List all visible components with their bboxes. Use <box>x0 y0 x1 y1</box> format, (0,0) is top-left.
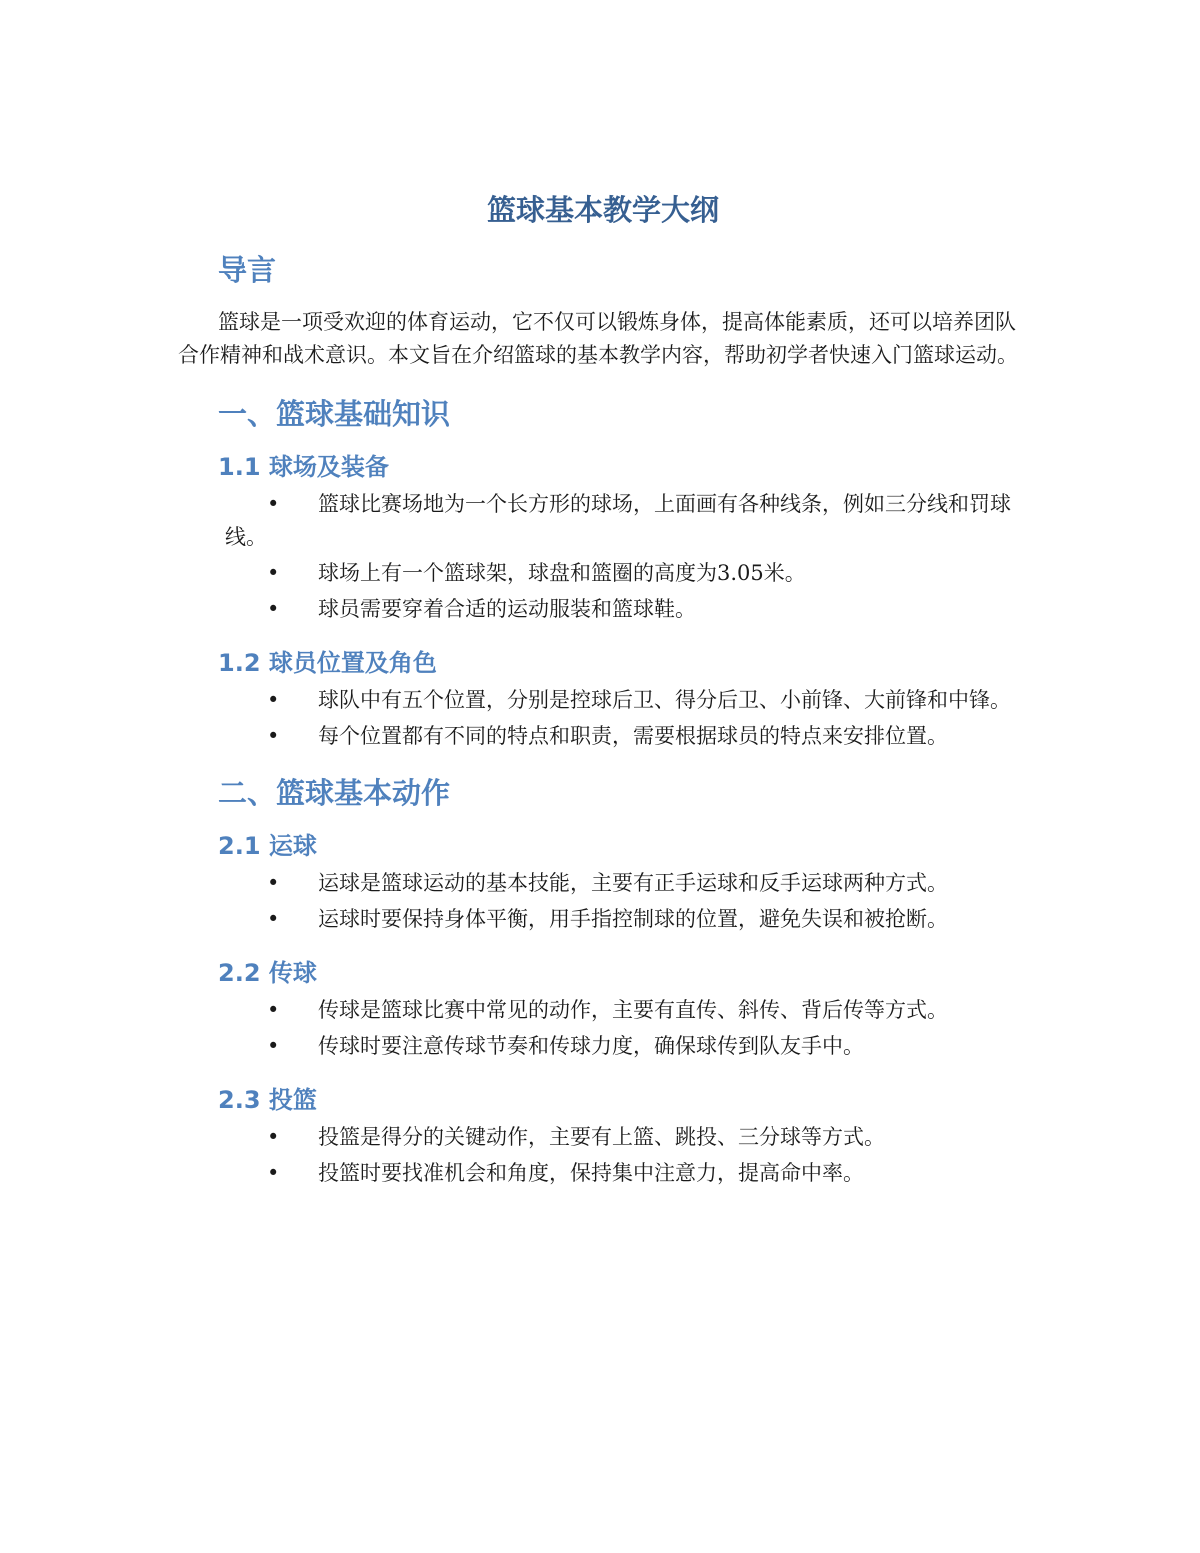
section-basic-moves <box>178 773 1028 1190</box>
bullet-icon: • <box>267 871 280 895</box>
list-item: • 球队中有五个位置，分别是控球后卫、得分后卫、小前锋、大前锋和中锋。 <box>225 684 1028 717</box>
bullet-list <box>178 488 1028 626</box>
bullet-icon: • <box>267 1125 280 1149</box>
bullet-icon: • <box>267 1034 280 1058</box>
list-item: • 球场上有一个篮球架，球盘和篮圈的高度为3.05米。 <box>225 557 1028 590</box>
bullet-icon: • <box>267 1161 280 1185</box>
subsection-court-equipment-heading: 1.1 球场及装备 <box>218 453 389 481</box>
section-basics-heading: 一、篮球基础知识 <box>218 397 451 431</box>
bullet-icon: • <box>267 724 280 748</box>
document-page <box>178 190 1028 1210</box>
bullet-list <box>178 994 1028 1063</box>
list-item: • 每个位置都有不同的特点和职责，需要根据球员的特点来安排位置。 <box>225 720 1028 753</box>
subsection-dribbling <box>178 829 1028 936</box>
bullet-icon: • <box>267 561 280 585</box>
list-item: • 传球是篮球比赛中常见的动作，主要有直传、斜传、背后传等方式。 <box>225 994 1028 1027</box>
subsection-court-equipment <box>178 450 1028 626</box>
intro-heading: 导言 <box>218 253 277 287</box>
bullet-icon: • <box>267 998 280 1022</box>
list-item: • 球员需要穿着合适的运动服装和篮球鞋。 <box>225 593 1028 626</box>
list-item: • 运球时要保持身体平衡，用手指控制球的位置，避免失误和被抢断。 <box>225 903 1028 936</box>
subsection-passing <box>178 956 1028 1063</box>
subsection-player-positions <box>178 646 1028 753</box>
subsection-shooting <box>178 1083 1028 1190</box>
bullet-list <box>178 867 1028 936</box>
list-item: • 运球是篮球运动的基本技能，主要有正手运球和反手运球两种方式。 <box>225 867 1028 900</box>
list-item: • 投篮是得分的关键动作，主要有上篮、跳投、三分球等方式。 <box>225 1121 1028 1154</box>
list-item: • 传球时要注意传球节奏和传球力度，确保球传到队友手中。 <box>225 1030 1028 1063</box>
section-basic-moves-heading: 二、篮球基本动作 <box>218 776 451 810</box>
list-item: • 篮球比赛场地为一个长方形的球场，上面画有各种线条，例如三分线和罚球线。 <box>225 488 1028 554</box>
intro-paragraph: 篮球是一项受欢迎的体育运动，它不仅可以锻炼身体，提高体能素质，还可以培养团队合作精神和战术意识。本文旨在介绍篮球的基本教学内容，帮助初学者快速入门篮球运动。 <box>178 310 1018 367</box>
bullet-icon: • <box>267 907 280 931</box>
document-title: 篮球基本教学大纲 <box>486 193 719 227</box>
section-basics <box>178 394 1028 753</box>
bullet-icon: • <box>267 597 280 621</box>
bullet-icon: • <box>267 688 280 712</box>
subsection-dribbling-heading: 2.1 运球 <box>218 832 317 860</box>
subsection-shooting-heading: 2.3 投篮 <box>218 1086 317 1114</box>
bullet-list <box>178 684 1028 753</box>
bullet-icon: • <box>267 492 280 516</box>
list-item: • 投篮时要找准机会和角度，保持集中注意力，提高命中率。 <box>225 1157 1028 1190</box>
bullet-list <box>178 1121 1028 1190</box>
subsection-player-positions-heading: 1.2 球员位置及角色 <box>218 649 437 677</box>
subsection-passing-heading: 2.2 传球 <box>218 959 317 987</box>
